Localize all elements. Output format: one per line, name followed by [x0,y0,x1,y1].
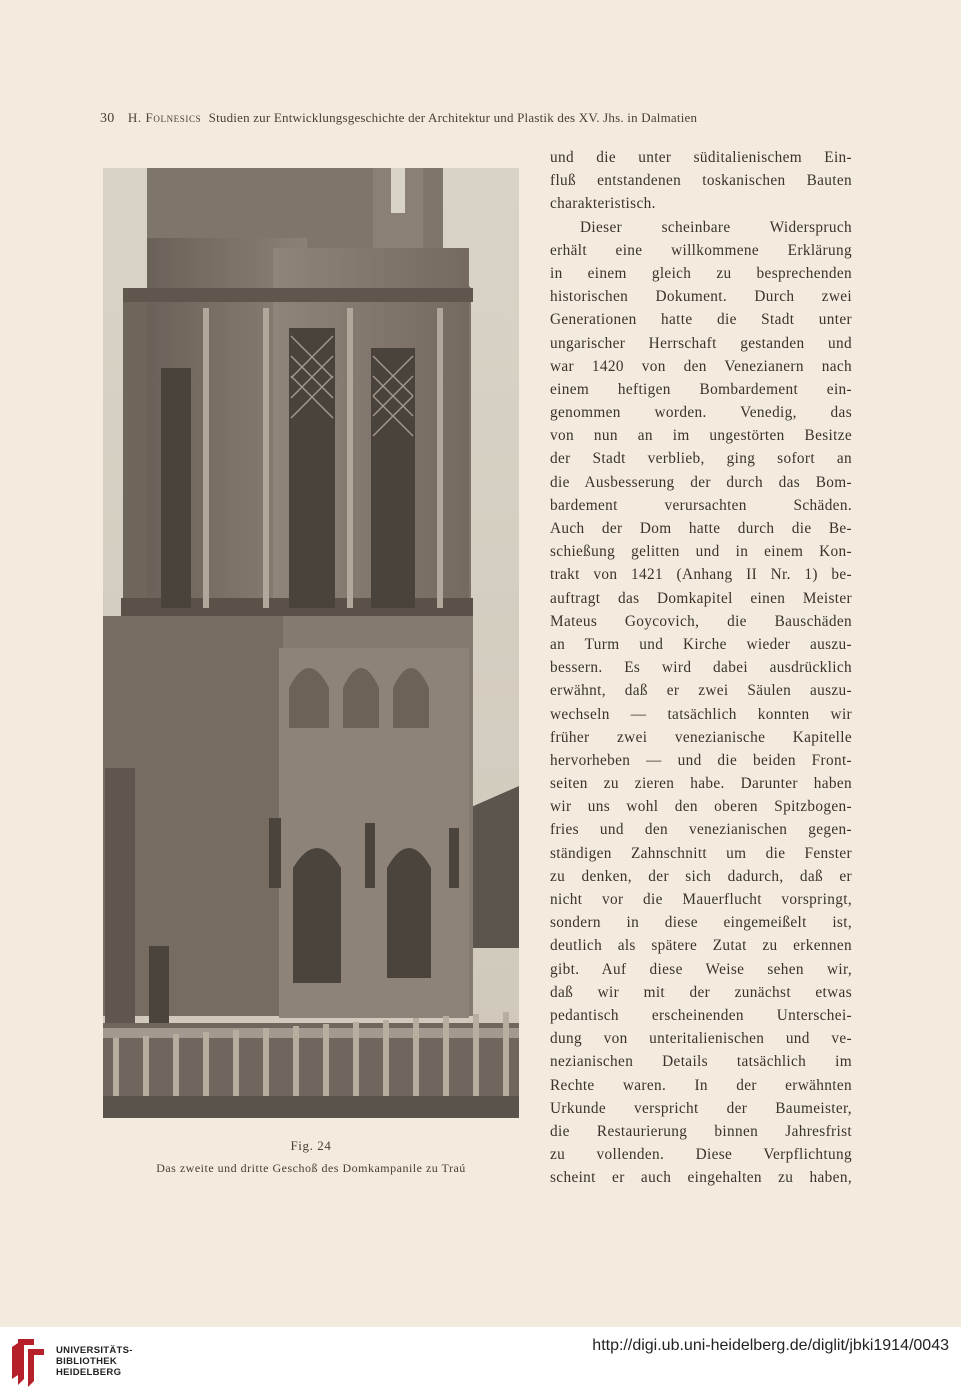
campanile-photo [103,168,519,1118]
text-line: nezianischen Details tatsächlich im [550,1053,852,1071]
text-line: daß wir mit der zunächst etwas [550,983,852,1001]
text-line: nicht vor die Mauerflucht vorspringt, [550,891,852,908]
text-line: Mateus Goycovich, die Bauschäden [550,612,852,630]
text-line: sondern in diese eingemeißelt ist, [550,914,852,932]
text-line: scheint er auch eingehalten zu haben, [550,1169,852,1187]
figure-label: Fig. 24 [290,1138,332,1153]
figure-caption: Das zweite und dritte Geschoß des Domkampanile zu Traú [156,1161,466,1175]
text-line: in einem gleich zu besprechenden [550,264,852,282]
text-line: bessern. Es wird dabei ausdrücklich [550,659,852,677]
running-head-author: H. Folnesics [127,110,202,125]
text-line: zu denken, der sich dadurch, daß er [550,867,852,885]
text-line: Dieser scheinbare Widerspruch [580,218,852,236]
text-line: bardement verursachten Schäden. [550,496,852,514]
text-line: wechseln — tatsächlich konnten wir [550,705,852,723]
text-line: auftragt das Domkapitel einen Meister [550,589,852,607]
digitization-footer [0,1327,961,1396]
library-name-line: UNIVERSITÄTS- [56,1345,133,1356]
text-line: einem heftigen Bombardement ein- [550,380,852,398]
text-line: dung von unteritalienischen und ve- [550,1030,852,1048]
text-line: ungarischer Herrschaft gestanden und [550,334,852,352]
running-head [100,110,820,127]
text-line: trakt von 1421 (Anhang II Nr. 1) be- [550,566,852,584]
text-line: Generationen hatte die Stadt unter [550,311,852,329]
figure-photograph [103,168,519,1118]
text-line: und die unter süditalienischem Ein- [550,149,852,166]
text-line: Urkunde verspricht der Baumeister, [550,1099,852,1117]
text-line: hervorheben — und die beiden Front- [550,751,852,769]
text-line: fluß entstandenen toskanischen Bauten [550,172,852,190]
text-line: war 1420 von den Venezianern nach [550,357,852,375]
text-line: charakteristisch. [550,195,656,213]
text-line: an Turm und Kirche wieder auszu- [550,635,852,653]
text-line: erwähnt, daß er zwei Säulen auszu- [550,682,852,700]
text-line: zu vollenden. Diese Verpflichtung [550,1146,852,1164]
library-name-line: BIBLIOTHEK [56,1356,118,1367]
text-line: gibt. Auf diese Weise sehen wir, [550,960,852,978]
text-line: der Stadt verblieb, ging sofort an [550,450,852,468]
text-line: genommen worden. Venedig, das [550,404,852,422]
text-line: seiten zu zieren habe. Darunter haben [550,775,852,793]
text-line: Rechte waren. In der erwähnten [550,1076,852,1094]
text-line: schießung gelitten und in einem Kon- [550,543,852,561]
text-line: historischen Dokument. Durch zwei [550,288,852,306]
page-number: 30 [100,111,115,126]
text-line: erhält eine willkommene Erklärung [550,241,852,259]
text-line: Auch der Dom hatte durch die Be- [550,520,852,537]
library-logo-icon [10,1335,50,1389]
text-line: die Restaurierung binnen Jahresfrist [550,1122,852,1140]
text-line: deutlich als spätere Zutat zu erkennen [550,937,852,955]
text-line: früher zwei venezianische Kapitelle [550,728,852,746]
permalink-url[interactable]: http://digi.ub.uni-heidelberg.de/diglit/jbki1914/0043 [592,1337,949,1354]
text-line: von nun an im ungestörten Besitze [550,427,852,445]
text-line: die Ausbesserung der durch das Bom- [550,473,852,491]
text-line: pedantisch erscheinenden Unterschei- [550,1006,852,1024]
running-head-title: Studien zur Entwicklungsgeschichte der Architektur und Plastik des XV. Jhs. in Dalmatien [208,110,698,125]
text-line: wir uns wohl den oberen Spitzbogen- [550,798,852,816]
text-line: ständigen Zahnschnitt um die Fenster [550,844,852,862]
body-text [550,146,852,1189]
library-name [56,1345,133,1378]
library-name-line: HEIDELBERG [56,1367,122,1378]
text-line: fries und den venezianischen gegen- [550,821,852,839]
